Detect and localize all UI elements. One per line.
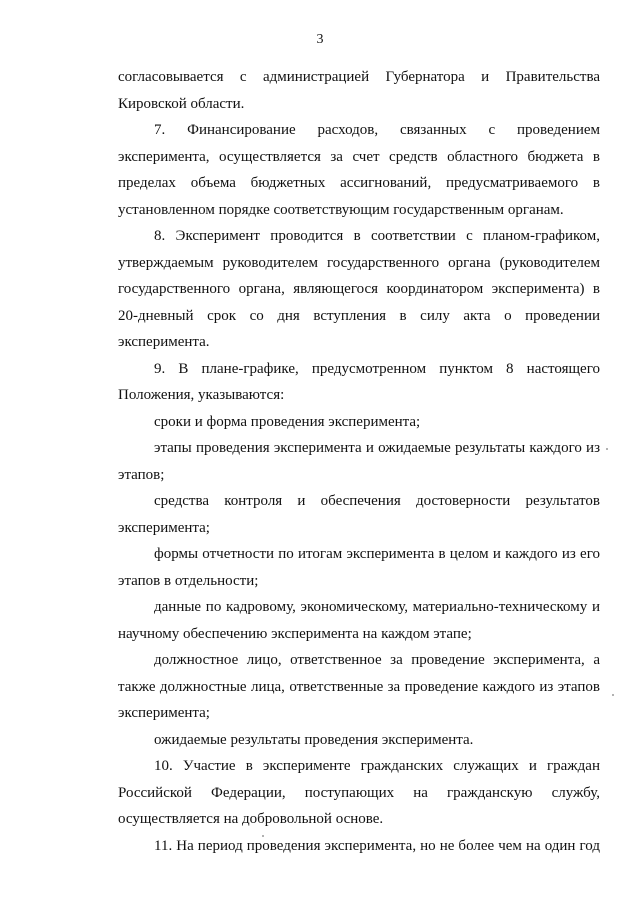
paragraph-item-9: 9. В плане-графике, предусмотренном пунктом 8 настоящего Положения, указываются: [118, 360, 600, 403]
paragraph-continuation: согласовывается с администрацией Губернатора и Правительства Кировской области. [118, 69, 600, 112]
scan-speck [262, 835, 264, 837]
list-item-responsible: должностное лицо, ответственное за проведение эксперимента, а также должностные лица, ответственные за проведение каждого из этапов эксперимента; [118, 652, 600, 721]
paragraph-item-11: 11. На период проведения эксперимента, но не более чем на один год [154, 837, 600, 854]
paragraph-item-7: 7. Финансирование расходов, связанных с проведением эксперимента, осуществляется за счет средств областного бюджета в пределах объема бюджетных ассигнований, предусматриваемого в установленном порядке соответствующим государственным органам. [118, 122, 600, 218]
page-number: 3 [316, 32, 324, 47]
paragraph-item-10: 10. Участие в эксперименте гражданских служащих и граждан Российской Федерации, поступающих на гражданскую службу, осуществляется на добровольной основе. [118, 758, 600, 827]
paragraph-item-8: 8. Эксперимент проводится в соответствии с планом-графиком, утверждаемым руководителем государственного органа (руководителем государственного органа, являющегося координатором эксперимента) в 20-дневный срок со дня вступления в силу акта о проведении эксперимента. [118, 228, 600, 350]
document-body [118, 64, 600, 859]
list-item-controls: средства контроля и обеспечения достоверности результатов эксперимента; [118, 493, 600, 536]
list-item-reporting: формы отчетности по итогам эксперимента в целом и каждого из его этапов в отдельности; [118, 546, 600, 589]
scan-speck [612, 694, 614, 696]
scan-speck [606, 448, 608, 450]
list-item-stages: этапы проведения эксперимента и ожидаемые результаты каждого из этапов; [118, 440, 600, 483]
list-item-terms: сроки и форма проведения эксперимента; [154, 413, 421, 430]
list-item-resources: данные по кадровому, экономическому, материально-техническому и научному обеспечению эксперимента на каждом этапе; [118, 599, 600, 642]
list-item-results: ожидаемые результаты проведения эксперимента. [154, 731, 474, 748]
